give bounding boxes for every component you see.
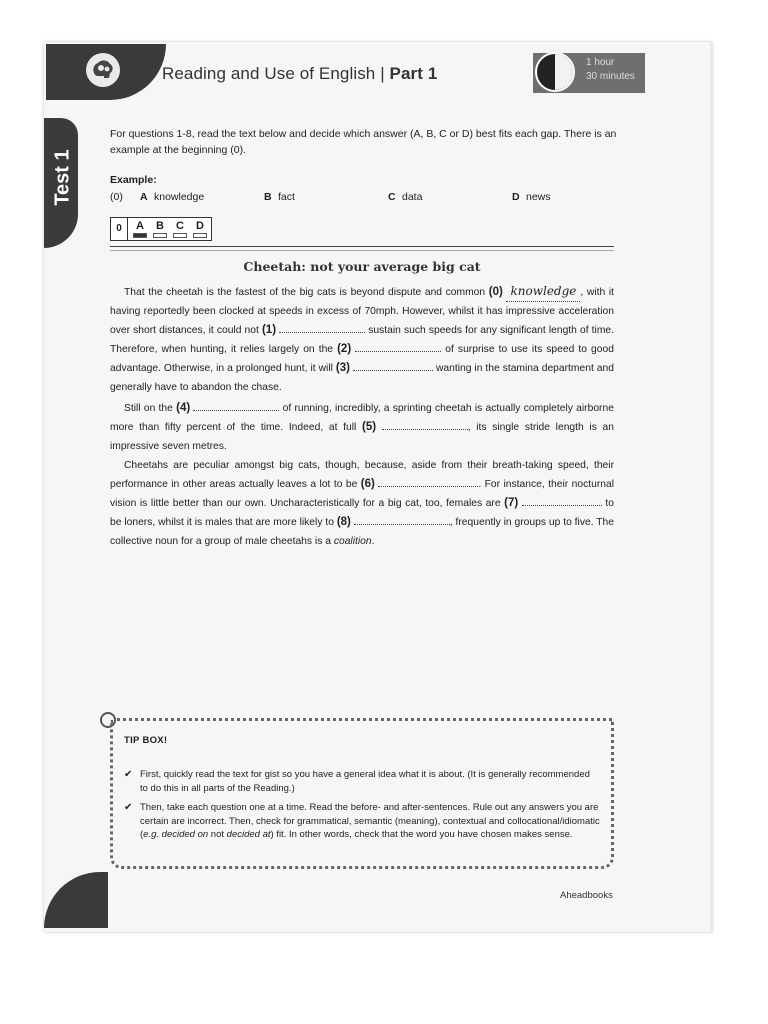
clock-icon	[535, 52, 575, 92]
instructions: For questions 1-8, read the text below and decide which answer (A, B, C or D) best fits each gap. There is an example at the beginning (0).	[110, 128, 617, 156]
divider-line	[110, 246, 614, 247]
test-side-tab	[44, 118, 78, 248]
paragraph-1	[110, 282, 614, 397]
option-letter-b: B	[264, 191, 272, 203]
reading-brain-icon	[86, 53, 120, 87]
example-answer-box	[110, 217, 212, 241]
title-separator: |	[380, 64, 385, 83]
answer-letter-a: A	[136, 220, 144, 232]
gap-6: (6)	[360, 478, 375, 490]
tip-text-1: First, quickly read the text for gist so you have a general idea what it is about. (It is generally recommended to do this in all parts of the Reading.)	[140, 769, 590, 794]
gap-8: (8)	[336, 516, 351, 528]
publisher-credit: Aheadbooks	[560, 890, 613, 901]
p3-text-1: Cheetahs are peculiar amongst big cats, though, because, aside from their breath-taking speed, their performance in other areas actually leaves a lot to be	[110, 460, 614, 490]
time-minutes: 30 minutes	[586, 71, 635, 82]
p1-text-3: sustain such speeds for any significant length of time. Therefore, when hunting, it relies largely on the	[110, 325, 614, 355]
p2-text-3: , its single stride length is an impressive seven metres.	[110, 422, 614, 452]
answer-mark-d[interactable]	[193, 233, 207, 238]
answer-letter-c: C	[176, 220, 184, 232]
p3-text-3: to be loners, whilst it is males that are more likely to	[110, 498, 614, 528]
option-letter-c: C	[388, 191, 396, 203]
paragraph-2	[110, 399, 614, 456]
tip-2-example-2: decided at	[226, 829, 271, 840]
tip-text-2	[140, 801, 600, 842]
gap-7: (7)	[504, 497, 519, 509]
time-hours: 1 hour	[586, 57, 615, 68]
gap-1: (1)	[261, 324, 277, 336]
tip-item-2	[124, 801, 600, 842]
gap-3-line[interactable]	[353, 360, 433, 371]
gap-8-line[interactable]	[354, 514, 450, 525]
p1-text-1: That the cheetah is the fastest of the big cats is beyond dispute and common	[124, 287, 486, 298]
section-name: Reading and Use of English	[162, 64, 376, 83]
p1-text-5: wanting in the stamina department and generally have to abandon the chase.	[110, 363, 614, 393]
coalition-term: coalition	[333, 536, 372, 547]
check-icon: ✔	[124, 769, 133, 780]
p1-text-2: , with it having reportedly been clocked at speeds in excess of 70mph. However, whilst it has impressive acceleration over short distances, it could not	[110, 287, 614, 336]
gap-7-line[interactable]	[522, 495, 602, 506]
option-word-b: fact	[278, 191, 295, 203]
example-label: Example:	[110, 174, 157, 186]
option-word-d: news	[526, 191, 551, 203]
gap-0: (0)	[488, 286, 503, 298]
gap-4-line[interactable]	[193, 400, 279, 411]
divider-line-thin	[110, 250, 614, 251]
option-word-c: data	[402, 191, 423, 203]
gap-4: (4)	[176, 402, 191, 414]
p2-text-1: Still on the	[124, 403, 173, 414]
tip-2-part-c: ) fit. In other words, check that the word you have chosen makes sense.	[270, 829, 573, 840]
test-tab-label: Test 1	[51, 149, 74, 206]
option-letter-d: D	[512, 191, 520, 203]
check-icon: ✔	[124, 802, 133, 813]
answer-mark-c[interactable]	[173, 233, 187, 238]
tip-2-part-a: Then, take each question one at a time. Read the before- and after-sentences. Rule out any answers you are certain are incorrect. Then, check for grammatical, semantic (meaning), contextual and collocational/idiomatic (	[140, 802, 600, 840]
option-word-a: knowledge	[154, 191, 205, 203]
tip-2-example-1: e.g. decided on	[143, 829, 209, 840]
time-allowance	[586, 56, 635, 84]
answer-mark-a[interactable]	[133, 233, 147, 238]
answer-letter-d: D	[196, 220, 204, 232]
gap-3: (3)	[335, 362, 350, 374]
answer-number: 0	[111, 218, 128, 240]
page-edge	[710, 42, 713, 932]
part-label: Part 1	[389, 64, 438, 83]
gap-6-line[interactable]	[378, 476, 478, 487]
p3-text-2: . For instance, their nocturnal vision is little better than our own. Uncharacteristically for a big cat, too, females are	[110, 479, 614, 509]
answer-mark-b[interactable]	[153, 233, 167, 238]
section-title	[162, 64, 437, 84]
tip-2-part-b: not	[208, 829, 227, 840]
p3-end: .	[371, 536, 375, 547]
article-title: Cheetah: not your average big cat	[243, 259, 481, 274]
tip-item-1	[124, 768, 600, 795]
answer-letter-b: B	[156, 220, 164, 232]
gap-5: (5)	[361, 421, 377, 433]
option-letter-a: A	[140, 191, 148, 203]
p2-text-2: of running, incredibly, a sprinting cheetah is actually completely airborne more than fifty percent of the time. Indeed, at full	[110, 403, 614, 433]
p1-text-4: of surprise to use its speed to good advantage. Otherwise, in a prolonged hunt, it will	[110, 344, 614, 374]
gap-1-line[interactable]	[279, 322, 365, 333]
example-number: (0)	[110, 191, 123, 203]
gap-5-line[interactable]	[382, 419, 468, 430]
tip-box-title: TIP BOX!	[124, 735, 168, 746]
gap-2-line[interactable]	[355, 341, 441, 352]
p3-text-4: , frequently in groups up to five. The collective noun for a group of male cheetahs is a	[110, 517, 614, 547]
paragraph-3	[110, 456, 614, 551]
handwritten-answer[interactable]: knowledge	[506, 282, 580, 302]
gap-2: (2)	[337, 343, 352, 355]
